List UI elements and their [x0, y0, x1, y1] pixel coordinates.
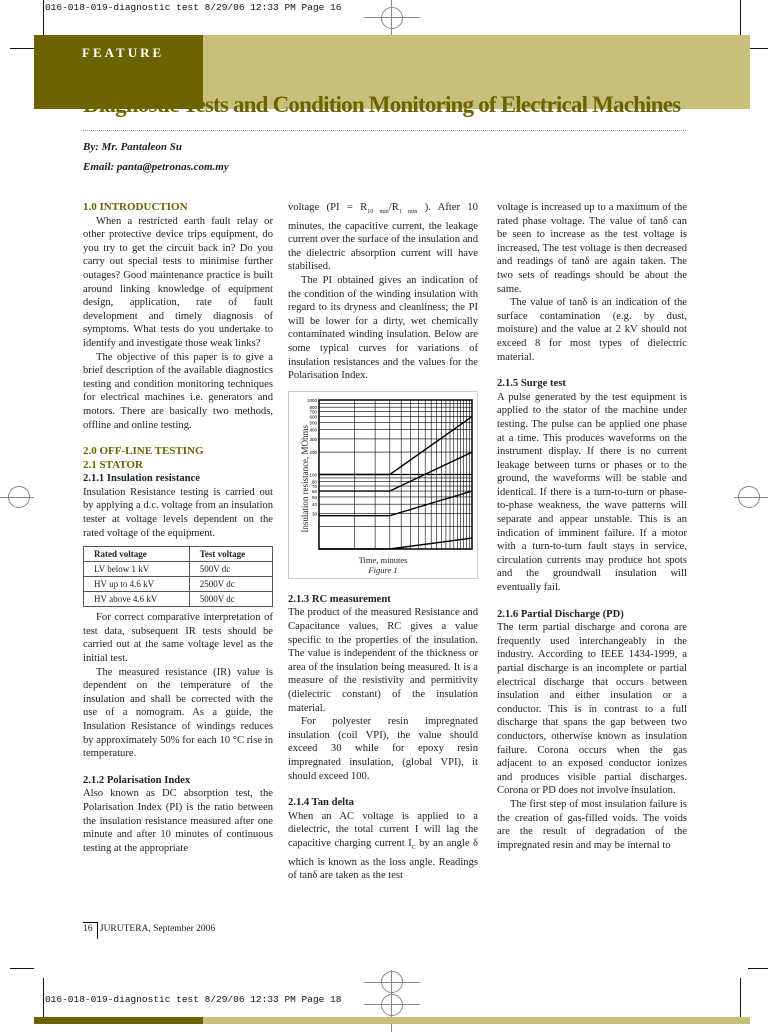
table-row — [84, 577, 273, 592]
paragraph: The objective of this paper is to give a brief description of the available diagnostics testing and condition monitoring techniques for electrical machines i.e. generators and motors. There are basically two methods, offline and online testing. — [83, 351, 273, 431]
paragraph: Insulation Resistance testing is carried out by applying a d.c. voltage from an insulation tester at voltage levels dependent on the rated voltage of the equipment. — [83, 486, 273, 539]
table-cell: LV below 1 kV — [84, 562, 190, 577]
y-tick-label: 30 — [311, 511, 317, 517]
curve — [319, 538, 472, 549]
voltage-table — [83, 546, 273, 607]
paragraph: The product of the measured Resistance and Capacitance values, RC gives a value specific to the properties of the insulation. The value is independent of the thickness or area of the insulation being measured. It is a measure of the resistivity and permitivity (dielectric constant) of the insulation material. — [288, 607, 478, 714]
author-byline: By: Mr. Pantaleon Su — [83, 141, 183, 153]
journal-name: JURUTERA, September 2006 — [99, 924, 216, 934]
paragraph — [288, 201, 478, 274]
table-row — [84, 592, 273, 607]
curve — [319, 491, 472, 516]
subscript: C — [411, 845, 416, 852]
heading-insulation-resistance: 2.1.1 Insulation resistance — [83, 473, 200, 485]
paragraph: The term partial discharge and corona are frequently used interchangeably in the industry. According to IEEE 1434-1999, a partial discharge is an incomplete or partial electrical discharge that occurs between insulation and either insulation or a conductor. This is in contrast to a full discharge that spans the gap between two conductors, otherwise known as insulation failure. Corona occurs when the gas adjacent to an exposed conductor ionizes and produces visible partial discharges. Corona or PD does not involve insulation. — [497, 622, 687, 797]
table-cell: 2500V dc — [189, 577, 272, 592]
y-tick-label: 100 — [309, 472, 317, 478]
table-header: Rated voltage — [84, 547, 190, 562]
y-tick-label: 40 — [311, 501, 317, 507]
heading-rc-measurement: 2.1.3 RC measurement — [288, 593, 391, 605]
y-tick-label: 800 — [309, 405, 317, 411]
paragraph: Also known as DC absorption test, the Polarisation Index (PI) is the ratio between the insulation resistance measured after one minute and after 10 minutes of continuous testing at the appropriate — [83, 788, 273, 854]
y-tick-label: 50 — [311, 494, 317, 500]
paragraph: For correct comparative interpretation of test data, subsequent IR tests should be carried out at the same voltage level as the initial test. — [83, 612, 273, 665]
paragraph: The measured resistance (IR) value is dependent on the temperature of the insulation and shall be corrected with the use of a nomogram. As a guide, the Insulation Resistance of windings reduces by approximately 50% for each 10 °C rise in temperature. — [83, 666, 273, 760]
table-row — [84, 562, 273, 577]
heading-surge-test: 2.1.5 Surge test — [497, 378, 566, 390]
y-tick-label: 500 — [309, 420, 317, 426]
table-cell: HV up to 4.6 kV — [84, 577, 190, 592]
crop-mark — [43, 0, 44, 36]
text: by an angle δ which is known as the loss angle. Readings of tanδ are taken as the test — [288, 837, 478, 882]
column-3 — [497, 201, 687, 852]
author-email: Email: panta@petronas.com.my — [83, 161, 229, 173]
column-2 — [288, 201, 478, 883]
text: When an AC voltage is applied to a dielectric, the total current I will lag the capacitive charging current I — [288, 810, 478, 849]
heading-partial-discharge: 2.1.6 Partial Discharge (PD) — [497, 608, 624, 620]
y-tick-label: 300 — [309, 436, 317, 442]
table-cell: 5000V dc — [189, 592, 272, 607]
paragraph: The value of tanδ is an indication of the surface contamination (e.g. by dust, moisture) and the value at 2 kV should not exceed 8 for most types of dielectric material. — [497, 297, 687, 363]
y-tick-label: 700 — [309, 409, 317, 415]
paragraph: When a restricted earth fault relay or other protective device trips equipment, do you try to get the circuit back in? Do you carry out special tests to minimise further outages? Good maintenance practice is built around linking knowledge of equipment design, application, rate of fault development and timely diagnosis of symptoms. What tests do you undertake to identify and investigate those weak links? — [83, 215, 273, 349]
table-header: Test voltage — [189, 547, 272, 562]
curve — [319, 416, 472, 474]
crop-mark — [748, 968, 768, 969]
page-footer — [83, 922, 215, 939]
crop-mark — [10, 968, 34, 969]
table-cell: 500V dc — [189, 562, 272, 577]
heading-tan-delta: 2.1.4 Tan delta — [288, 797, 354, 809]
figure-y-label: Insulation resistance, MOhms — [300, 424, 311, 533]
heading-stator: 2.1 STATOR — [83, 458, 143, 471]
subscript: 1 min — [398, 209, 418, 216]
paragraph — [288, 810, 478, 883]
subscript: 10 min — [367, 209, 389, 216]
paragraph: The PI obtained gives an indication of the condition of the winding insulation with regard to its dryness and cleanliness; the PI will be lower for a dirty, wet chemically contaminated winding insulation. Below are some typical curves for variations of insulation resistances and the values for the Polarisation Index. — [288, 275, 478, 382]
figure-1 — [288, 391, 478, 579]
y-tick-label: 1000 — [306, 397, 317, 403]
paragraph: A pulse generated by the test equipment is applied to the stator of the machine under testing. The pulse can be applied one phase at a time. This produces waveforms on the instrument display. If there is no current leakage between turns or phases or to the ground, the waveforms will be stable and identical. If there is a turn-to-turn or phase-to-phase weakness, the wave patterns will separate and appear unstable. This is an indication of imminent failure. If a motor with a turn-to-turn fault stays in service, circulation currents may produce hot spots and the groundwall insulation will eventually fail. — [497, 391, 687, 594]
text: /R — [388, 202, 399, 213]
text: ). After 10 minutes, the capacitive current, the leakage current over the surface of the insulation and the dielectric absorption current will have stabilised. — [288, 202, 478, 273]
column-1 — [83, 201, 273, 855]
text: voltage (PI = R — [288, 202, 368, 213]
heading-introduction: 1.0 INTRODUCTION — [83, 201, 188, 213]
y-tick-label: 600 — [309, 414, 317, 420]
title-divider — [83, 130, 686, 131]
curve — [319, 452, 472, 491]
paragraph: The first step of most insulation failure is the creation of gas-filled voids. The voids are the result of degradation of the impregnated resin and may be internal to — [497, 798, 687, 851]
paragraph: For polyester resin impregnated insulation (coil VPI), the value should exceed 30 while for epoxy resin impregnated insulation, (global VPI), it should exceed 100. — [288, 716, 478, 782]
article-title: Diagnostic Tests and Condition Monitoring of Electrical Machines — [83, 92, 681, 117]
y-tick-label: 400 — [309, 427, 317, 433]
section-label: FEATURE — [82, 45, 165, 60]
figure-x-label: Time, minutes — [358, 554, 408, 565]
figure-caption: Figure 1 — [368, 564, 398, 575]
crop-mark — [748, 48, 768, 49]
page-number: 16 — [83, 922, 98, 939]
paragraph: voltage is increased up to a maximum of the rated phase voltage. The value of tanδ can be seen to increase as the test voltage is increased. The test voltage is then decreased and readings of tanδ are again taken. The two sets of readings should be about the same. — [497, 202, 687, 295]
y-tick-label: 70 — [311, 483, 317, 489]
table-cell: HV above 4.6 kV — [84, 592, 190, 607]
feature-banner-next — [34, 1017, 750, 1024]
insulation-resistance-chart — [289, 392, 477, 552]
heading-polarisation-index: 2.1.2 Polarisation Index — [83, 774, 191, 786]
y-tick-label: 200 — [309, 449, 317, 455]
heading-offline-testing: 2.0 OFF-LINE TESTING — [83, 445, 204, 458]
print-slug-bottom: 016-018-019-diagnostic test 8/29/06 12:33 PM Page 18 — [45, 994, 342, 1005]
crop-mark — [10, 48, 34, 49]
y-tick-label: 60 — [311, 488, 317, 494]
print-slug-top: 016-018-019-diagnostic test 8/29/06 12:33 PM Page 16 — [45, 2, 342, 13]
y-tick-label: 80 — [311, 479, 317, 485]
crop-mark — [740, 0, 741, 36]
